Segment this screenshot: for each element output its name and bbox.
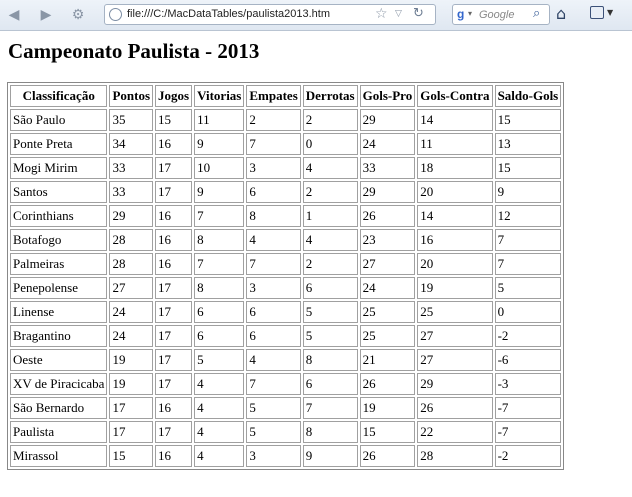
column-header: Derrotas [303, 85, 358, 107]
table-cell: 7 [246, 133, 300, 155]
table-cell: 3 [246, 157, 300, 179]
search-input[interactable] [479, 7, 531, 22]
table-cell: 8 [303, 421, 358, 443]
reload-icon[interactable]: ↻ [413, 6, 424, 21]
table-cell: 17 [155, 181, 192, 203]
table-cell: 26 [360, 445, 416, 467]
column-header: Classificação [10, 85, 107, 107]
table-cell: 4 [194, 397, 244, 419]
table-cell: 4 [246, 349, 300, 371]
table-cell: 9 [194, 181, 244, 203]
search-icon[interactable]: ⌕ [533, 6, 541, 21]
table-cell: 4 [194, 421, 244, 443]
table-cell: 13 [495, 133, 562, 155]
table-cell: 16 [417, 229, 492, 251]
table-cell: 15 [495, 109, 562, 131]
table-cell: 2 [303, 181, 358, 203]
browser-toolbar [0, 0, 632, 31]
table-row [10, 445, 561, 467]
table-row [10, 421, 561, 443]
table-cell: 17 [155, 349, 192, 371]
table-cell: 15 [155, 109, 192, 131]
url-dropdown-icon[interactable]: ▽ [395, 9, 402, 19]
table-cell: Mogi Mirim [10, 157, 107, 179]
table-cell: 29 [360, 109, 416, 131]
table-cell: 6 [303, 373, 358, 395]
table-cell: Corinthians [10, 205, 107, 227]
table-cell: 17 [109, 397, 153, 419]
table-cell: 7 [194, 205, 244, 227]
page-content [0, 31, 632, 497]
table-cell: 17 [155, 421, 192, 443]
table-row [10, 253, 561, 275]
table-cell: 6 [246, 325, 300, 347]
table-cell: 16 [155, 205, 192, 227]
table-cell: 4 [303, 157, 358, 179]
table-cell: 19 [109, 373, 153, 395]
table-row [10, 181, 561, 203]
table-cell: 26 [360, 205, 416, 227]
table-row [10, 133, 561, 155]
table-cell: 3 [246, 445, 300, 467]
table-cell: 17 [155, 325, 192, 347]
table-cell: -7 [495, 421, 562, 443]
table-cell: 8 [194, 229, 244, 251]
table-cell: São Bernardo [10, 397, 107, 419]
table-cell: 17 [155, 157, 192, 179]
column-header: Jogos [155, 85, 192, 107]
table-cell: 24 [360, 277, 416, 299]
table-body [10, 109, 561, 467]
table-cell: 6 [246, 301, 300, 323]
table-cell: 8 [303, 349, 358, 371]
table-cell: 6 [303, 277, 358, 299]
table-cell: Santos [10, 181, 107, 203]
forward-arrow-icon[interactable]: ▶ [40, 7, 52, 23]
table-header-row [10, 85, 561, 107]
search-engine-dropdown-icon[interactable]: ▾ [468, 9, 473, 18]
table-cell: 7 [303, 397, 358, 419]
table-cell: 35 [109, 109, 153, 131]
search-bar[interactable] [452, 4, 550, 25]
table-cell: 26 [360, 373, 416, 395]
table-cell: 28 [109, 229, 153, 251]
table-cell: 8 [246, 205, 300, 227]
table-cell: 19 [360, 397, 416, 419]
table-cell: 4 [194, 445, 244, 467]
table-cell: 19 [109, 349, 153, 371]
table-cell: 28 [109, 253, 153, 275]
table-cell: 29 [109, 205, 153, 227]
table-cell: 10 [194, 157, 244, 179]
table-cell: 16 [155, 253, 192, 275]
column-header: Empates [246, 85, 300, 107]
table-cell: XV de Piracicaba [10, 373, 107, 395]
column-header: Gols-Contra [417, 85, 492, 107]
table-cell: 3 [246, 277, 300, 299]
table-cell: 5 [194, 349, 244, 371]
table-row [10, 301, 561, 323]
table-row [10, 397, 561, 419]
table-cell: 9 [194, 133, 244, 155]
table-cell: -7 [495, 397, 562, 419]
table-cell: 4 [246, 229, 300, 251]
table-cell: 24 [109, 301, 153, 323]
table-cell: Paulista [10, 421, 107, 443]
table-cell: 28 [417, 445, 492, 467]
page-title: Campeonato Paulista - 2013 [8, 39, 260, 63]
table-cell: 7 [246, 253, 300, 275]
table-cell: 2 [303, 253, 358, 275]
table-cell: 11 [194, 109, 244, 131]
table-cell: 5 [246, 421, 300, 443]
table-cell: 8 [194, 277, 244, 299]
table-row [10, 229, 561, 251]
table-cell: 24 [109, 325, 153, 347]
table-cell: 18 [417, 157, 492, 179]
table-cell: Oeste [10, 349, 107, 371]
table-cell: 17 [155, 277, 192, 299]
table-cell: 27 [417, 349, 492, 371]
table-cell: Mirassol [10, 445, 107, 467]
table-cell: 23 [360, 229, 416, 251]
table-cell: 16 [155, 397, 192, 419]
table-cell: 19 [417, 277, 492, 299]
url-text[interactable]: file:///C:/MacDataTables/paulista2013.htm [127, 8, 330, 20]
table-cell: 7 [495, 229, 562, 251]
table-cell: 4 [303, 229, 358, 251]
table-cell: 6 [194, 325, 244, 347]
table-cell: 2 [303, 109, 358, 131]
table-cell: Palmeiras [10, 253, 107, 275]
table-cell: Linense [10, 301, 107, 323]
table-cell: 16 [155, 229, 192, 251]
table-cell: 5 [246, 397, 300, 419]
table-cell: Bragantino [10, 325, 107, 347]
share-icon[interactable]: ⚙ [71, 7, 85, 23]
table-cell: 26 [417, 397, 492, 419]
table-cell: 27 [109, 277, 153, 299]
table-cell: 11 [417, 133, 492, 155]
table-cell: 20 [417, 253, 492, 275]
table-cell: -3 [495, 373, 562, 395]
table-cell: 24 [360, 133, 416, 155]
table-cell: 29 [417, 373, 492, 395]
table-cell: São Paulo [10, 109, 107, 131]
table-cell: 5 [303, 301, 358, 323]
table-cell: 6 [194, 301, 244, 323]
table-cell: 0 [303, 133, 358, 155]
table-cell: 9 [303, 445, 358, 467]
table-cell: 15 [495, 157, 562, 179]
bookmark-star-icon[interactable]: ☆ [375, 6, 388, 22]
table-cell: 29 [360, 181, 416, 203]
column-header: Pontos [109, 85, 153, 107]
table-cell: 16 [155, 445, 192, 467]
table-cell: 6 [246, 181, 300, 203]
table-cell: 33 [109, 157, 153, 179]
table-cell: 25 [417, 301, 492, 323]
table-cell: 9 [495, 181, 562, 203]
home-icon[interactable]: ⌂ [556, 4, 567, 23]
table-cell: 22 [417, 421, 492, 443]
table-cell: 33 [360, 157, 416, 179]
table-cell: 7 [194, 253, 244, 275]
globe-icon [109, 8, 122, 21]
table-cell: 33 [109, 181, 153, 203]
table-cell: 14 [417, 205, 492, 227]
bookmarks-icon[interactable] [590, 6, 604, 19]
table-cell: 25 [360, 325, 416, 347]
table-cell: 5 [495, 277, 562, 299]
table-cell: -2 [495, 325, 562, 347]
table-row [10, 277, 561, 299]
column-header: Vitorias [194, 85, 244, 107]
table-cell: 21 [360, 349, 416, 371]
table-cell: 7 [246, 373, 300, 395]
table-cell: 12 [495, 205, 562, 227]
table-cell: 14 [417, 109, 492, 131]
table-cell: 15 [360, 421, 416, 443]
back-arrow-icon[interactable]: ◀ [8, 7, 20, 23]
url-bar[interactable] [104, 4, 436, 25]
table-row [10, 157, 561, 179]
table-cell: 16 [155, 133, 192, 155]
table-cell: 34 [109, 133, 153, 155]
table-cell: Ponte Preta [10, 133, 107, 155]
table-cell: Penepolense [10, 277, 107, 299]
table-cell: 25 [360, 301, 416, 323]
table-cell: 17 [109, 421, 153, 443]
table-cell: 17 [155, 373, 192, 395]
table-cell: 15 [109, 445, 153, 467]
table-cell: 2 [246, 109, 300, 131]
table-row [10, 373, 561, 395]
table-row [10, 205, 561, 227]
table-cell: 1 [303, 205, 358, 227]
table-cell: 5 [303, 325, 358, 347]
table-cell: -6 [495, 349, 562, 371]
table-cell: 7 [495, 253, 562, 275]
table-cell: 17 [155, 301, 192, 323]
column-header: Gols-Pro [360, 85, 416, 107]
google-logo-icon[interactable]: g [457, 7, 465, 21]
table-cell: 0 [495, 301, 562, 323]
table-row [10, 349, 561, 371]
table-row [10, 109, 561, 131]
table-cell: 27 [417, 325, 492, 347]
table-cell: 20 [417, 181, 492, 203]
bookmarks-dropdown-icon[interactable]: ▼ [607, 8, 614, 17]
table-row [10, 325, 561, 347]
table-cell: -2 [495, 445, 562, 467]
table-cell: 4 [194, 373, 244, 395]
table-cell: 27 [360, 253, 416, 275]
standings-table [7, 82, 564, 470]
column-header: Saldo-Gols [495, 85, 562, 107]
table-cell: Botafogo [10, 229, 107, 251]
